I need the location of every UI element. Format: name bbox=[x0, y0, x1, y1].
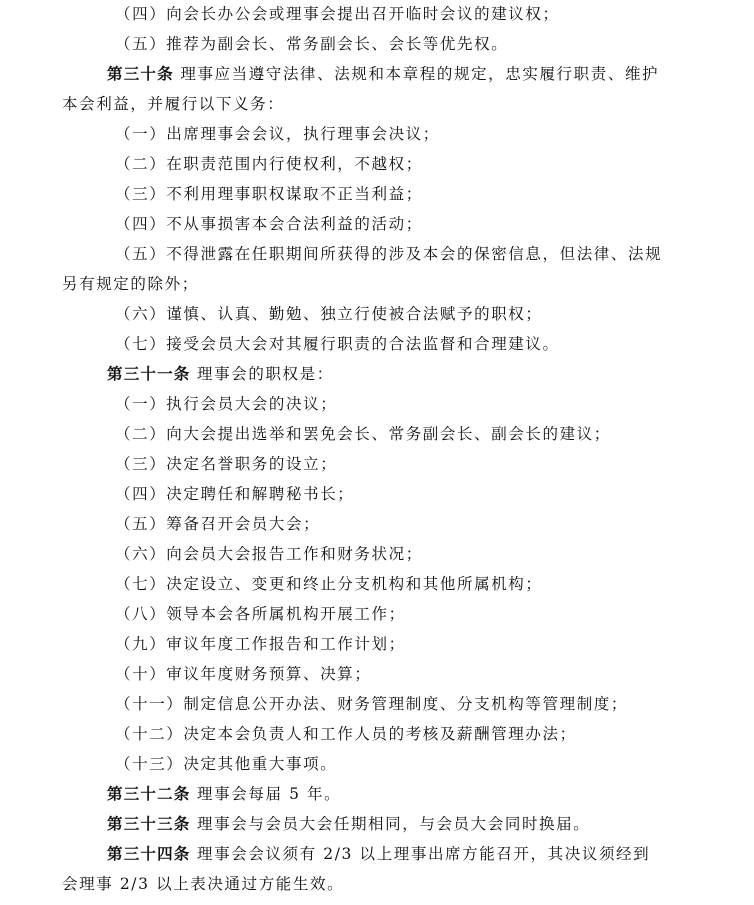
item-line: （四）不从事损害本会合法利益的活动； bbox=[115, 215, 423, 233]
item-line: （三）决定名誉职务的设立； bbox=[115, 455, 338, 473]
item-line: （六）谨慎、认真、勤勉、独立行使被合法赋予的职权； bbox=[115, 305, 543, 323]
item-line: （七）接受会员大会对其履行职责的合法监督和合理建议。 bbox=[115, 335, 560, 353]
item-line: （四）向会长办公会或理事会提出召开临时会议的建议权； bbox=[115, 5, 560, 23]
continuation-line: 会理事 2/3 以上表决通过方能生效。 bbox=[62, 875, 345, 893]
article-32-heading bbox=[0, 784, 754, 806]
continuation-line: 本会利益，并履行以下义务： bbox=[62, 95, 285, 113]
item-line: （九）审议年度工作报告和工作计划； bbox=[115, 635, 406, 653]
item-line: （一）出席理事会会议，执行理事会决议； bbox=[115, 125, 440, 143]
item-line: （一）执行会员大会的决议； bbox=[115, 395, 338, 413]
item-line: （十一）制定信息公开办法、财务管理制度、分支机构等管理制度； bbox=[115, 695, 629, 713]
article-title: 第三十条 bbox=[107, 64, 174, 83]
article-title: 第三十三条 bbox=[107, 814, 191, 833]
article-body: 理事会会议须有 2/3 以上理事出席方能召开，其决议须经到 bbox=[190, 845, 651, 863]
item-line: （四）决定聘任和解聘秘书长； bbox=[115, 485, 355, 503]
article-33-heading bbox=[0, 814, 754, 836]
continuation-line: 另有规定的除外； bbox=[62, 275, 199, 293]
item-line: （六）向会员大会报告工作和财务状况； bbox=[115, 545, 423, 563]
article-title: 第三十二条 bbox=[107, 784, 191, 803]
article-title: 第三十一条 bbox=[107, 364, 191, 383]
item-line: （八）领导本会各所属机构开展工作； bbox=[115, 605, 406, 623]
article-34-heading bbox=[0, 844, 754, 866]
article-body: 理事会每届 5 年。 bbox=[190, 785, 342, 803]
article-title: 第三十四条 bbox=[107, 844, 191, 863]
item-line: （十三）决定其他重大事项。 bbox=[115, 755, 338, 773]
item-line: （十二）决定本会负责人和工作人员的考核及薪酬管理办法； bbox=[115, 725, 577, 743]
item-line: （五）推荐为副会长、常务副会长、会长等优先权。 bbox=[115, 35, 509, 53]
item-line: （五）不得泄露在任职期间所获得的涉及本会的保密信息，但法律、法规 bbox=[115, 245, 663, 263]
article-body: 理事会与会员大会任期相同，与会员大会同时换届。 bbox=[190, 815, 591, 833]
item-line: （三）不利用理事职权谋取不正当利益； bbox=[115, 185, 423, 203]
article-30-heading bbox=[0, 64, 754, 86]
article-body: 理事应当遵守法律、法规和本章程的规定，忠实履行职责、维护 bbox=[173, 65, 660, 83]
item-line: （七）决定设立、变更和终止分支机构和其他所属机构； bbox=[115, 575, 543, 593]
article-31-heading bbox=[0, 364, 754, 386]
item-line: （二）向大会提出选举和罢免会长、常务副会长、副会长的建议； bbox=[115, 425, 611, 443]
item-line: （二）在职责范围内行使权利，不越权； bbox=[115, 155, 423, 173]
item-line: （五）筹备召开会员大会； bbox=[115, 515, 321, 533]
item-line: （十）审议年度财务预算、决算； bbox=[115, 665, 372, 683]
article-body: 理事会的职权是： bbox=[190, 365, 334, 383]
